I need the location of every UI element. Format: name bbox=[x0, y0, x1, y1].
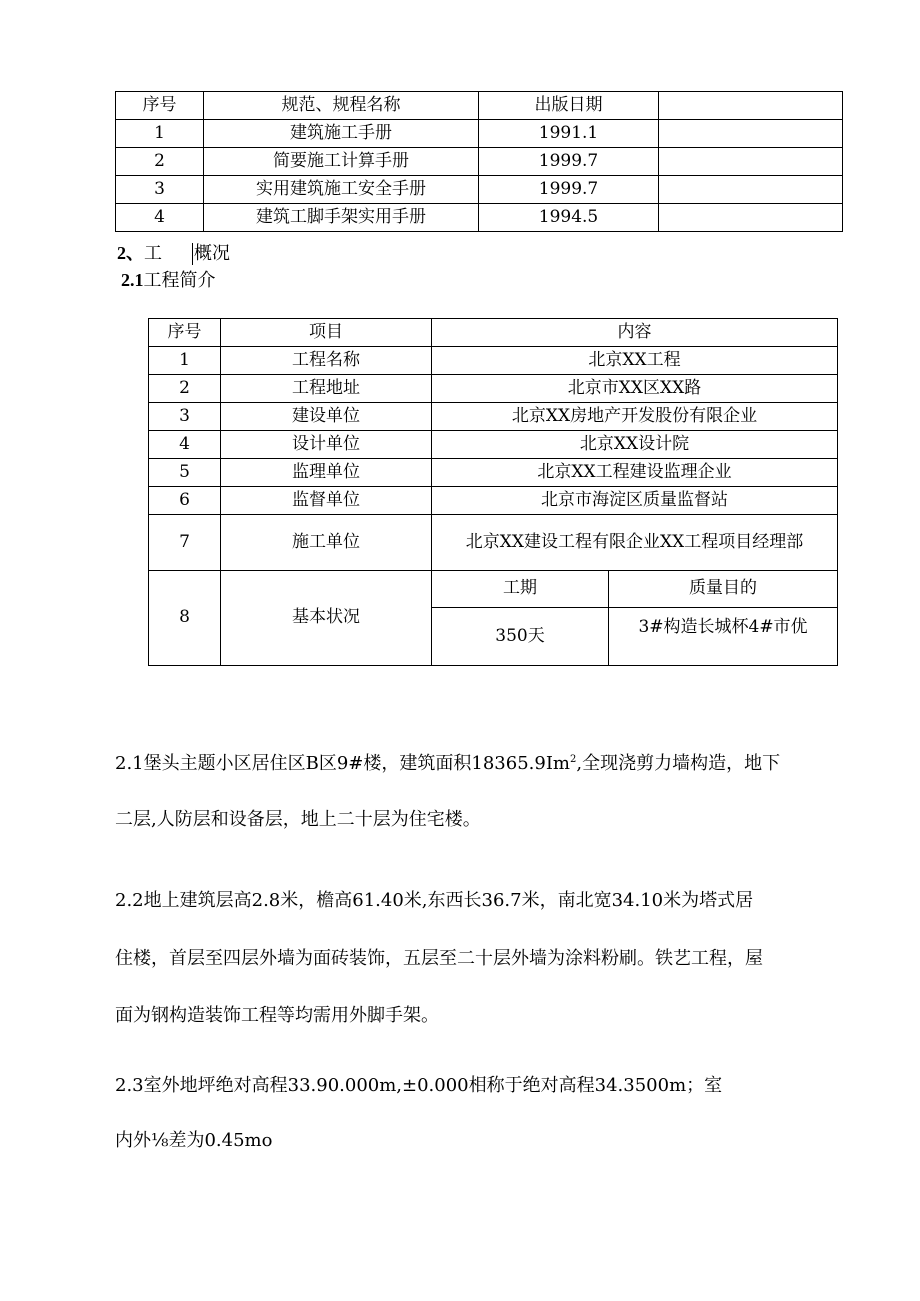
cell-blank bbox=[659, 120, 843, 148]
paragraph-2-2-line3: 面为钢构造装饰工程等均需用外脚手架。 bbox=[115, 1005, 439, 1026]
sub-header-quality-goal: 质量目的 bbox=[609, 571, 838, 608]
paragraph-text: 2.1堡头主题小区居住区B区9#楼，建筑面积18365.9Im bbox=[115, 753, 570, 774]
cell-content: 北京市海淀区质量监督站 bbox=[432, 487, 838, 515]
table-header-row bbox=[149, 319, 838, 347]
cell-blank bbox=[659, 204, 843, 232]
cell-blank bbox=[659, 176, 843, 204]
sub-value-duration: 350天 bbox=[432, 608, 609, 666]
cell-date: 1999.7 bbox=[479, 176, 659, 204]
table-row bbox=[149, 375, 838, 403]
standards-table bbox=[115, 91, 843, 232]
sub-value-quality-goal: 3#构造长城杯4#市优 bbox=[609, 608, 838, 666]
cell-index: 4 bbox=[149, 431, 221, 459]
section-2-1-title: 工程简介 bbox=[143, 270, 216, 291]
table-row bbox=[149, 431, 838, 459]
cell-index: 3 bbox=[149, 403, 221, 431]
cell-content: 北京XX工程 bbox=[432, 347, 838, 375]
cell-index: 8 bbox=[149, 571, 221, 666]
col-header-blank bbox=[659, 92, 843, 120]
section-2-number: 2、 bbox=[117, 243, 144, 263]
section-2-1-heading bbox=[121, 266, 216, 292]
cell-index: 3 bbox=[116, 176, 204, 204]
table-row bbox=[149, 459, 838, 487]
cell-item: 监理单位 bbox=[221, 459, 432, 487]
section-2-title-part1: 工 bbox=[144, 243, 162, 264]
superscript: 2 bbox=[570, 754, 577, 765]
table-row bbox=[116, 120, 843, 148]
cell-index: 4 bbox=[116, 204, 204, 232]
cell-index: 6 bbox=[149, 487, 221, 515]
cell-index: 7 bbox=[149, 515, 221, 571]
cell-name: 建筑施工手册 bbox=[204, 120, 479, 148]
paragraph-2-1-line2: 二层,人防层和设备层，地上二十层为住宅楼。 bbox=[115, 809, 481, 830]
cell-index: 2 bbox=[149, 375, 221, 403]
col-header-content: 内容 bbox=[432, 319, 838, 347]
paragraph-2-1-line1 bbox=[115, 749, 845, 775]
cell-content: 北京XX房地产开发股份有限企业 bbox=[432, 403, 838, 431]
project-overview-table bbox=[148, 318, 838, 666]
cell-item: 施工单位 bbox=[221, 515, 432, 571]
cell-item: 工程地址 bbox=[221, 375, 432, 403]
col-header-date: 出版日期 bbox=[479, 92, 659, 120]
cell-name: 建筑工脚手架实用手册 bbox=[204, 204, 479, 232]
paragraph-2-3-line2: 内外⅛差为0.45mo bbox=[115, 1130, 273, 1151]
table-row bbox=[149, 515, 838, 571]
cell-content: 北京XX设计院 bbox=[432, 431, 838, 459]
paragraph-2-2-line1: 2.2地上建筑层高2.8米，檐高61.40米,东西长36.7米，南北宽34.10米为塔式居 bbox=[115, 890, 754, 911]
cell-content: 北京XX建设工程有限企业XX工程项目经理部 bbox=[432, 515, 838, 571]
cell-item: 基本状况 bbox=[221, 571, 432, 666]
cell-item: 监督单位 bbox=[221, 487, 432, 515]
col-header-index: 序号 bbox=[116, 92, 204, 120]
col-header-index: 序号 bbox=[149, 319, 221, 347]
cell-date: 1999.7 bbox=[479, 148, 659, 176]
col-header-name: 规范、规程名称 bbox=[204, 92, 479, 120]
cell-item: 设计单位 bbox=[221, 431, 432, 459]
cell-item: 工程名称 bbox=[221, 347, 432, 375]
table-row bbox=[149, 571, 838, 608]
heading-separator bbox=[192, 243, 193, 265]
section-2-title-part2: 概况 bbox=[194, 243, 230, 264]
table-row bbox=[149, 347, 838, 375]
sub-header-duration: 工期 bbox=[432, 571, 609, 608]
section-2-heading bbox=[117, 239, 230, 265]
cell-name: 实用建筑施工安全手册 bbox=[204, 176, 479, 204]
col-header-item: 项目 bbox=[221, 319, 432, 347]
table-row bbox=[116, 148, 843, 176]
cell-name: 简要施工计算手册 bbox=[204, 148, 479, 176]
cell-content: 北京市XX区XX路 bbox=[432, 375, 838, 403]
paragraph-2-2-line2: 住楼，首层至四层外墙为面砖装饰，五层至二十层外墙为涂料粉刷。铁艺工程，屋 bbox=[115, 948, 763, 969]
cell-index: 5 bbox=[149, 459, 221, 487]
section-2-1-number: 2.1 bbox=[121, 270, 144, 290]
cell-content: 北京XX工程建设监理企业 bbox=[432, 459, 838, 487]
table-row bbox=[149, 487, 838, 515]
table-row bbox=[116, 204, 843, 232]
cell-item: 建设单位 bbox=[221, 403, 432, 431]
cell-date: 1991.1 bbox=[479, 120, 659, 148]
cell-index: 2 bbox=[116, 148, 204, 176]
table-row bbox=[116, 176, 843, 204]
cell-blank bbox=[659, 148, 843, 176]
paragraph-2-3-line1: 2.3室外地坪绝对高程33.90.000m,±0.000相称于绝对高程34.3500m；室 bbox=[115, 1075, 723, 1096]
cell-date: 1994.5 bbox=[479, 204, 659, 232]
table-header-row bbox=[116, 92, 843, 120]
table-row bbox=[149, 403, 838, 431]
cell-index: 1 bbox=[149, 347, 221, 375]
paragraph-text: ,全现浇剪力墙构造，地下 bbox=[576, 753, 781, 774]
cell-index: 1 bbox=[116, 120, 204, 148]
